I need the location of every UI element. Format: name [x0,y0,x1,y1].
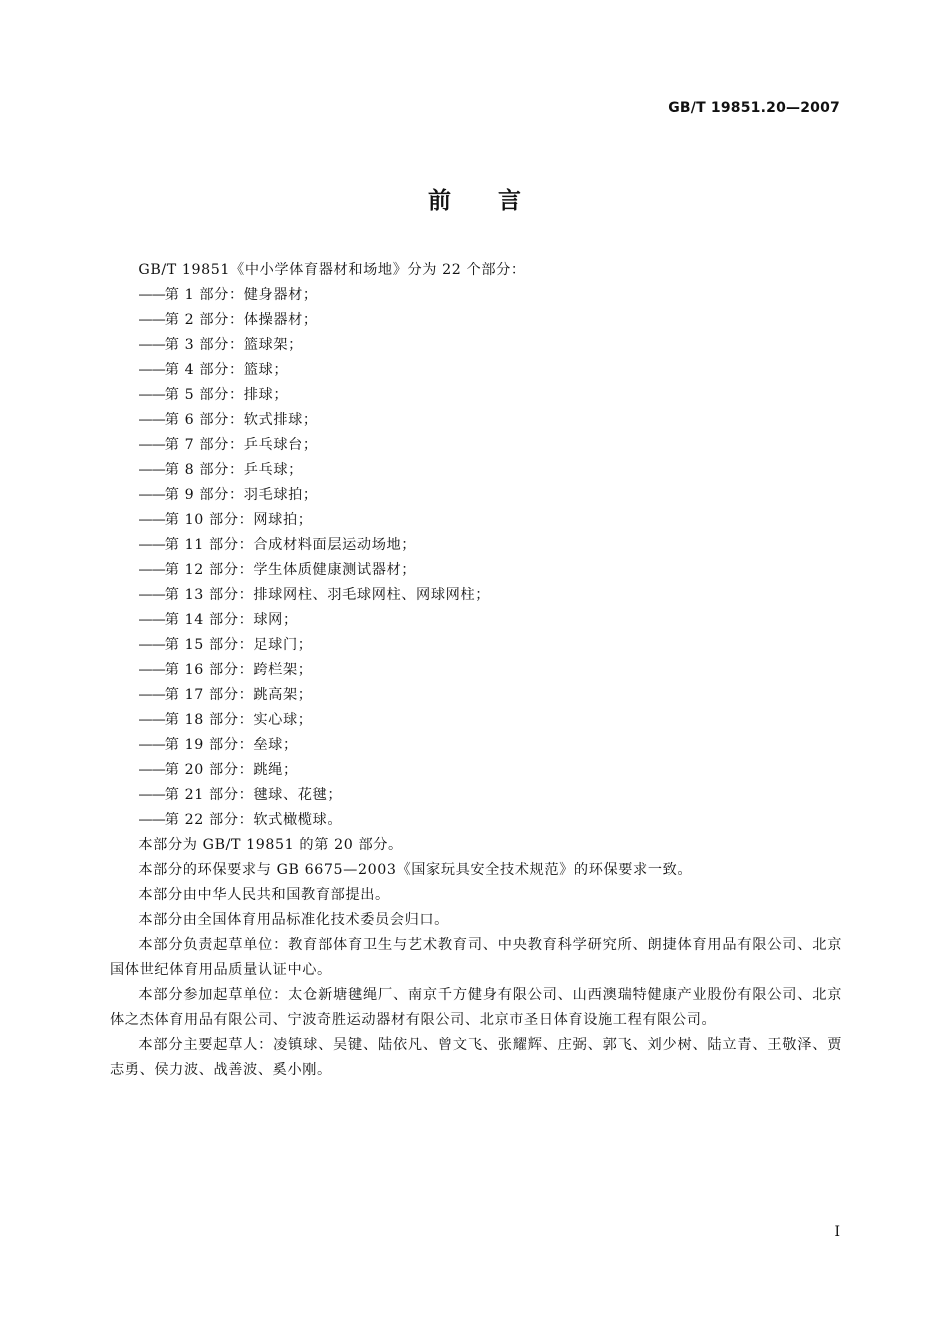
list-item-text: 第 15 部分：足球门； [164,637,313,653]
list-item-text: 第 18 部分：实心球； [164,712,313,728]
list-item [110,783,842,808]
list-item [110,383,842,408]
list-item-text: 第 6 部分：软式排球； [164,412,318,428]
list-item [110,333,842,358]
title-char-2: 言 [498,188,522,214]
list-dash: —— [138,312,165,328]
list-item-text: 第 1 部分：健身器材； [164,287,318,303]
list-dash: —— [138,337,165,353]
list-dash: —— [138,487,165,503]
page-title [0,182,950,215]
list-item [110,433,842,458]
list-item-text: 第 2 部分：体操器材； [164,312,318,328]
list-dash: —— [138,412,165,428]
parts-list [110,283,842,833]
list-dash: —— [138,612,165,628]
list-item [110,683,842,708]
list-item-text: 第 20 部分：跳绳； [164,762,298,778]
list-item-text: 第 21 部分：毽球、花毽； [164,787,343,803]
list-item [110,308,842,333]
list-dash: —— [138,562,165,578]
list-item-text: 第 16 部分：跨栏架； [164,662,313,678]
list-item [110,483,842,508]
list-dash: —— [138,687,165,703]
list-dash: —— [138,587,165,603]
list-item [110,658,842,683]
list-item-text: 第 14 部分：球网； [164,612,298,628]
list-dash: —— [138,637,165,653]
environmental-requirements-paragraph: 本部分的环保要求与 GB 6675—2003《国家玩具安全技术规范》的环保要求一致。 [138,862,693,878]
part-number-paragraph: 本部分为 GB/T 19851 的第 20 部分。 [138,837,403,853]
proposer-paragraph: 本部分由中华人民共和国教育部提出。 [138,887,390,903]
list-item-text: 第 17 部分：跳高架； [164,687,313,703]
committee-paragraph: 本部分由全国体育用品标准化技术委员会归口。 [138,912,449,928]
list-item [110,358,842,383]
list-dash: —— [138,762,165,778]
list-item [110,808,842,833]
list-item-text: 第 10 部分：网球拍； [164,512,313,528]
participating-units-paragraph: 本部分参加起草单位：太仓新塘毽绳厂、南京千方健身有限公司、山西澳瑞特健康产业股份有限公司、北京体之杰体育用品有限公司、宁波奇胜运动器材有限公司、北京市圣日体育设施工程有限公司。 [110,987,842,1028]
list-item [110,408,842,433]
list-dash: —— [138,287,165,303]
list-dash: —— [138,512,165,528]
title-char-1: 前 [428,188,452,214]
list-item-text: 第 9 部分：羽毛球拍； [164,487,318,503]
list-dash: —— [138,712,165,728]
list-item-text: 第 12 部分：学生体质健康测试器材； [164,562,417,578]
list-dash: —— [138,662,165,678]
list-item [110,508,842,533]
list-dash: —— [138,437,165,453]
list-item [110,633,842,658]
foreword-body [110,258,842,1083]
list-item-text: 第 7 部分：乒乓球台； [164,437,318,453]
list-item [110,708,842,733]
standard-code-header: GB/T 19851.20—2007 [668,100,840,116]
list-item-text: 第 5 部分：排球； [164,387,289,403]
list-item-text: 第 3 部分：篮球架； [164,337,303,353]
list-dash: —— [138,537,165,553]
drafting-units-paragraph: 本部分负责起草单位：教育部体育卫生与艺术教育司、中央教育科学研究所、朗捷体育用品有限公司、北京国体世纪体育用品质量认证中心。 [110,937,842,978]
list-item-text: 第 8 部分：乒乓球； [164,462,303,478]
list-item [110,758,842,783]
page-number: I [834,1224,840,1240]
list-item [110,583,842,608]
list-item-text: 第 22 部分：软式橄榄球。 [164,812,343,828]
list-dash: —— [138,812,165,828]
list-item [110,608,842,633]
list-dash: —— [138,387,165,403]
main-drafters-paragraph: 本部分主要起草人：凌镇球、吴键、陆依凡、曾文飞、张耀辉、庄弼、郭飞、刘少树、陆立青、王敬泽、贾志勇、侯力波、战善波、奚小刚。 [110,1037,842,1078]
intro-paragraph: GB/T 19851《中小学体育器材和场地》分为 22 个部分： [138,262,526,278]
list-item [110,558,842,583]
list-item-text: 第 4 部分：篮球； [164,362,289,378]
list-item-text: 第 13 部分：排球网柱、羽毛球网柱、网球网柱； [164,587,490,603]
list-dash: —— [138,787,165,803]
list-dash: —— [138,462,165,478]
list-item-text: 第 11 部分：合成材料面层运动场地； [164,537,417,553]
list-dash: —— [138,362,165,378]
list-item-text: 第 19 部分：垒球； [164,737,298,753]
list-item [110,283,842,308]
list-dash: —— [138,737,165,753]
list-item [110,733,842,758]
list-item [110,458,842,483]
list-item [110,533,842,558]
